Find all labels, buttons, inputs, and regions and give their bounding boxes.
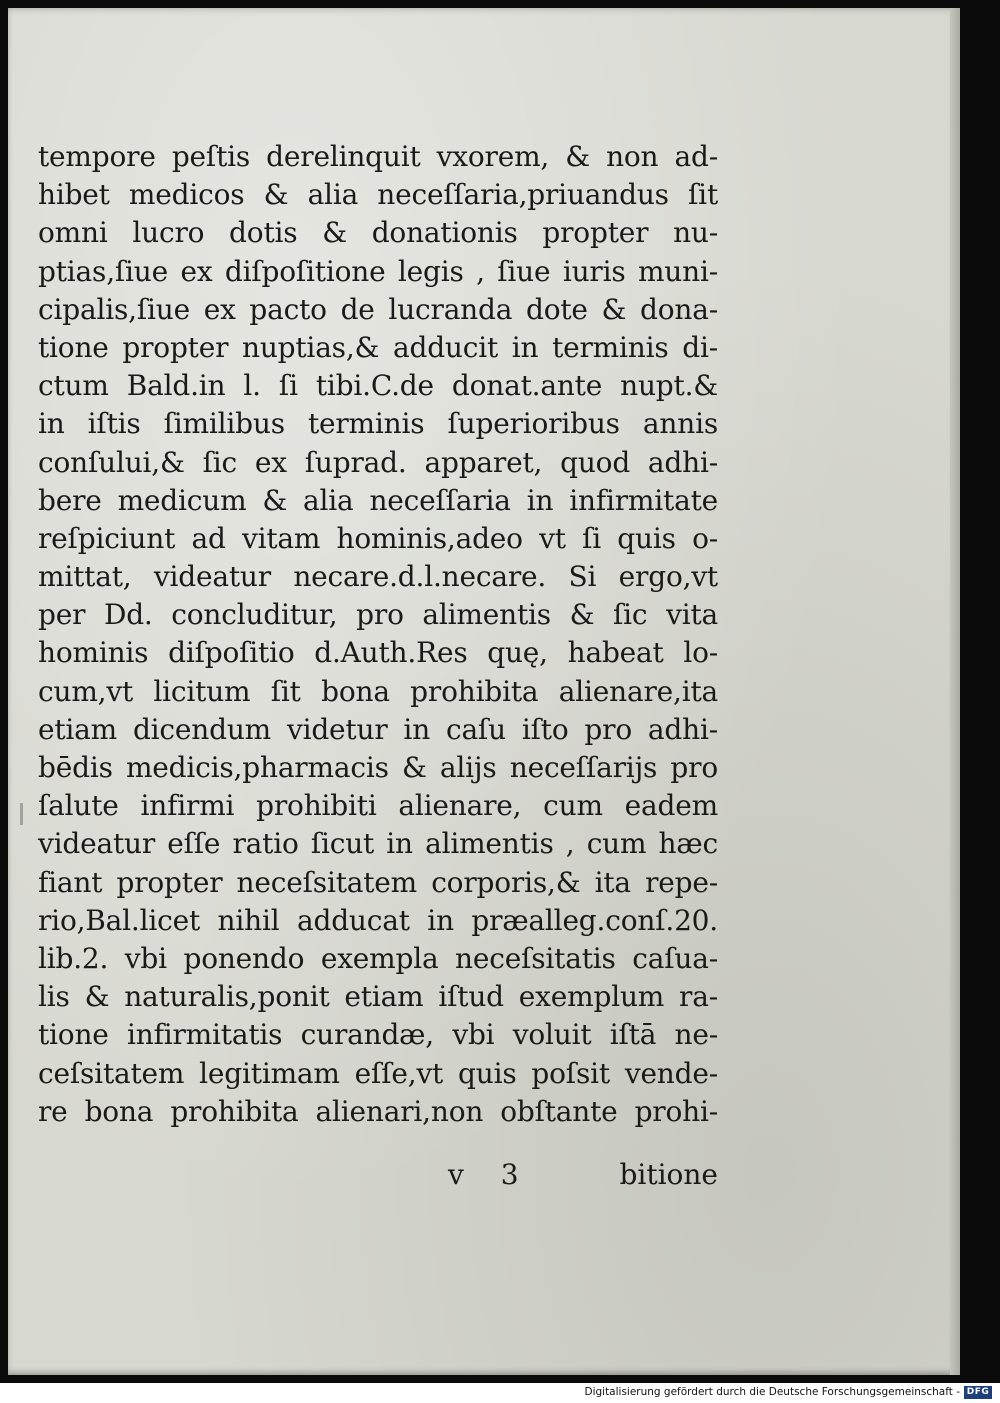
dfg-logo-icon: DFG	[964, 1386, 992, 1399]
text-line: omni lucro dotis & donationis propter nu-	[38, 216, 718, 250]
margin-mark	[20, 803, 23, 825]
text-line: cipalis,ſiue ex pacto de lucranda dote & dona-	[38, 292, 718, 326]
text-line: ctum Bald.in l. ſi tibi.C.de donat.ante nupt.&	[38, 369, 718, 403]
text-line: conſului,& ſic ex ſuprad. apparet, quod adhi-	[38, 445, 718, 479]
text-line: in iſtis ſimilibus terminis ſuperioribus annis	[38, 407, 718, 441]
text-line: ptias,ſiue ex diſpoſitione legis , ſiue iuris muni-	[38, 254, 718, 288]
funding-credit: Digitalisierung gefördert durch die Deutsche Forschungsgemeinschaft -	[584, 1386, 960, 1398]
text-line: fiant propter neceſsitatem corporis,& ita repe-	[38, 865, 718, 899]
text-line: hominis diſpoſitio d.Auth.Res quę, habeat lo-	[38, 636, 718, 670]
text-line: per Dd. concluditur, pro alimentis & ſic vita	[38, 598, 718, 632]
text-line: cum,vt licitum ſit bona prohibita alienare,ita	[38, 674, 718, 708]
text-line: mittat, videatur necare.d.l.necare. Si ergo,vt	[38, 560, 718, 594]
text-line: bere medicum & alia neceſſaria in infirmitate	[38, 483, 718, 517]
text-line: bēdis medicis,pharmacis & alijs neceſſarijs pro	[38, 751, 718, 784]
signature-mark: v 3	[448, 1158, 533, 1191]
text-line: lis & naturalis,ponit etiam iſtud exemplum ra-	[38, 980, 718, 1014]
text-line: videatur eſſe ratio ſicut in alimentis , cum hæc	[38, 827, 718, 861]
text-line: tione infirmitatis curandæ, vbi voluit iſtā ne-	[38, 1018, 718, 1052]
credit-bar	[0, 1383, 1000, 1403]
book-page	[8, 8, 960, 1375]
text-line: reſpiciunt ad vitam hominis,adeo vt ſi quis o-	[38, 521, 718, 555]
page-footer	[38, 1158, 718, 1196]
text-line: lib.2. vbi ponendo exempla neceſsitatis caſua-	[38, 941, 718, 975]
text-line: etiam dicendum videtur in caſu iſto pro adhi-	[38, 712, 718, 746]
text-line: hibet medicos & alia neceſſaria,priuandus ſit	[38, 178, 718, 212]
text-line: tempore peſtis derelinquit vxorem, & non ad-	[38, 140, 718, 173]
catchword: bitione	[619, 1158, 718, 1191]
text-line: tione propter nuptias,& adducit in terminis di-	[38, 330, 718, 364]
text-line: re bona prohibita alienari,non obſtante prohi-	[38, 1094, 718, 1128]
page-edge-shadow	[950, 8, 960, 1375]
text-line: rio,Bal.licet nihil adducat in præalleg.conſ.20.	[38, 903, 718, 937]
page-text-block	[38, 138, 718, 1131]
text-line: ceſsitatem legitimam eſſe,vt quis poſsit vende-	[38, 1056, 718, 1090]
text-line: ſalute infirmi prohibiti alienare, cum eadem	[38, 789, 718, 823]
